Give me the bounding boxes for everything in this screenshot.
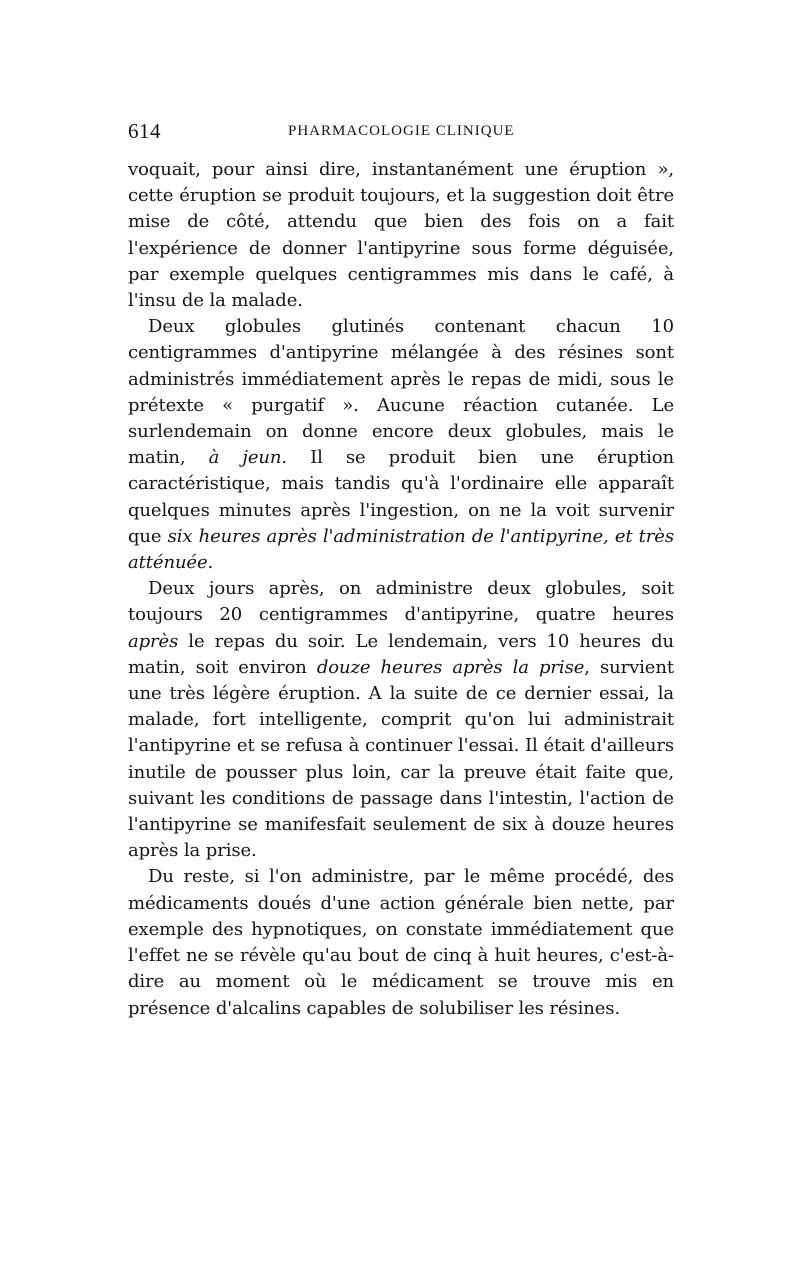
- running-head: PHARMACOLOGIE CLINIQUE: [288, 123, 515, 139]
- italic-segment: après: [128, 630, 179, 652]
- italic-segment: six heures après l'administration de l'antipyrine, et très atténuée.: [128, 525, 674, 574]
- page-number: 614: [128, 119, 161, 143]
- paragraph-4: [128, 864, 674, 1021]
- text-segment: Deux jours après, on administre deux globules, soit toujours 20 centigrammes d'antipyrine, quatre heures: [128, 578, 674, 626]
- body-text: [128, 157, 674, 1022]
- text-segment: , survient une très légère éruption. A la suite de ce dernier essai, la malade, fort intelligente, comprit qu'on lui administrait l'antipyrine et se refusa à continuer l'essai. Il était d'ailleurs inutile de pousser plus loin, car la preuve était faite que, suivant les conditions de passage dans l'intestin, l'action de l'antipyrine se manifesfait seulement de six à douze heures après la prise.: [128, 656, 674, 862]
- italic-segment: douze heures après la prise: [316, 656, 585, 678]
- text-segment: Du reste, si l'on administre, par le même procédé, des médicaments doués d'une action générale bien nette, par exemple des hypnotiques, on constate immédiatement que l'effet ne se révèle qu'au bout de cinq à huit heures, c'est-à-dire au moment où le médicament se trouve mis en présence d'alcalins capables de solubiliser les résines.: [128, 866, 674, 1019]
- italic-segment: à jeun: [208, 447, 282, 469]
- text-segment: le repas du soir. Le lendemain, vers 10 heures du matin, soit environ: [128, 630, 674, 678]
- text-segment: voquait, pour ainsi dire, instantanément une éruption », cette éruption se produit toujours, et la suggestion doit être mise de côté, attendu que bien des fois on a fait l'expérience de donner l'antipyrine sous forme déguisée, par exemple quelques centigrammes mis dans le café, à l'insu de la malade.: [128, 159, 674, 312]
- paragraph-2: [128, 314, 674, 576]
- text-segment: . Il se produit bien une éruption caractéristique, mais tandis qu'à l'ordinaire elle apparaît quelques minutes après l'ingestion, on ne la voit survenir que: [128, 447, 674, 547]
- paragraph-3: [128, 576, 674, 864]
- text-segment: Deux globules glutinés contenant chacun 10 centigrammes d'antipyrine mélangée à des résines sont administrés immédiatement après le repas de midi, sous le prétexte « purgatif ». Aucune réaction cutanée. Le surlendemain on donne encore deux globules, mais le matin,: [128, 316, 674, 469]
- page-header: [128, 117, 676, 145]
- paragraph-1: [128, 157, 674, 314]
